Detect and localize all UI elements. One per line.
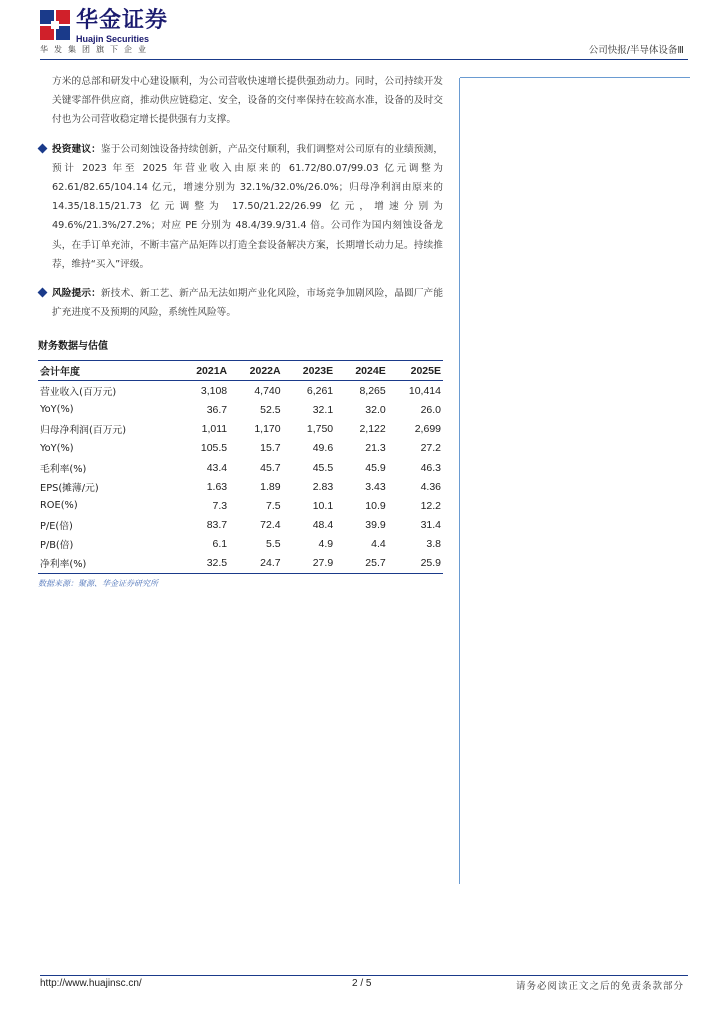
value-cell: 26.0	[420, 403, 441, 416]
value-cell: 1,170	[254, 423, 281, 436]
risk-warning	[38, 284, 443, 322]
value-cell: 45.5	[312, 461, 334, 474]
intro-paragraph: 方米的总部和研发中心建设顺利，为公司营收快速增长提供强劲动力。同时，公司持续开发关键零部件供应商，推动供应链稳定、安全，设备的交付率保持在较高水准，设备的及时交付也为公司营收稳定增长提供强有力支撑。	[52, 76, 443, 126]
header-cell: 2022A	[229, 361, 282, 381]
value-cell: 7.3	[212, 499, 228, 512]
row-label-cell: YoY(%)	[40, 404, 74, 416]
value-cell: 15.7	[260, 442, 281, 455]
value-cell: 2.83	[312, 480, 334, 493]
value-cell: 45.7	[260, 461, 281, 474]
value-cell: 2,699	[414, 423, 441, 436]
company-slogan: 华发集团旗下企业	[40, 45, 152, 54]
value-cell: 1.63	[206, 480, 228, 493]
row-label-cell: EPS(摊薄/元)	[40, 482, 99, 494]
value-cell: 52.5	[260, 403, 281, 416]
value-cell: 27.9	[283, 554, 336, 574]
value-cell: 25.7	[335, 554, 388, 574]
value-cell: 12.2	[420, 499, 441, 512]
value-cell: 1.89	[260, 480, 281, 493]
table-row	[38, 439, 443, 458]
value-cell: 4,740	[254, 384, 281, 397]
value-cell: 3.8	[426, 538, 441, 551]
value-cell: 24.7	[229, 554, 282, 574]
row-label-cell: P/E(倍)	[40, 521, 73, 533]
row-label-cell: ROE(%)	[40, 500, 78, 512]
value-cell: 25.9	[388, 554, 443, 574]
value-cell: 10.9	[365, 499, 386, 512]
value-cell: 72.4	[260, 519, 281, 532]
report-type: 公司快报/半导体设备Ⅲ	[588, 45, 684, 56]
value-cell: 10.1	[312, 499, 334, 512]
value-cell: 1,750	[306, 423, 334, 436]
header-cell: 2021A	[176, 361, 229, 381]
value-cell: 46.3	[420, 461, 441, 474]
value-cell: 32.0	[365, 403, 386, 416]
row-label-cell: 归母净利润(百万元)	[40, 425, 127, 437]
value-cell: 105.5	[200, 442, 228, 455]
risk-text: 新技术、新工艺、新产品无法如期产业化风险，市场竞争加剧风险，晶圆厂产能扩充进度不及预期的风险，系统性风险等。	[52, 288, 444, 319]
value-cell: 49.6	[312, 442, 334, 455]
company-name-en: Huajin Securities	[76, 34, 150, 44]
value-cell: 3,108	[200, 384, 228, 397]
main-content	[38, 72, 443, 322]
value-cell: 21.3	[365, 442, 386, 455]
value-cell: 27.2	[420, 442, 441, 455]
value-cell: 4.36	[420, 480, 441, 493]
header-cell: 会计年度	[38, 361, 176, 381]
value-cell: 4.4	[371, 538, 386, 551]
row-label-cell: P/B(倍)	[40, 540, 74, 552]
page-number: 2 / 5	[352, 978, 372, 989]
financial-table	[38, 360, 443, 574]
sidebar-top-divider	[460, 77, 690, 78]
value-cell: 6,261	[306, 384, 334, 397]
column-divider	[459, 78, 460, 884]
company-name-cn: 华金证券	[76, 8, 169, 33]
table-row	[38, 516, 443, 535]
table-title: 财务数据与估值	[38, 341, 108, 352]
value-cell: 3.43	[365, 480, 386, 493]
footer-divider	[40, 975, 688, 976]
value-cell: 5.5	[265, 538, 281, 551]
website-link[interactable]: http://www.huajinsc.cn/	[40, 978, 142, 989]
value-cell: 1,011	[201, 423, 228, 436]
value-cell: 83.7	[206, 519, 228, 532]
data-source-note: 数据来源：聚源、华金证券研究所	[38, 579, 158, 588]
value-cell: 7.5	[265, 499, 281, 512]
investment-advice	[38, 140, 443, 274]
value-cell: 4.9	[318, 538, 334, 551]
row-label-cell: YoY(%)	[40, 442, 74, 454]
value-cell: 31.4	[420, 519, 441, 532]
value-cell: 39.9	[365, 519, 386, 532]
header-cell: 2023E	[283, 361, 336, 381]
table-row	[38, 400, 443, 419]
value-cell: 2,122	[359, 423, 386, 436]
risk-label: 风险提示：	[52, 288, 101, 300]
value-cell: 10,414	[408, 384, 441, 397]
header-cell: 2025E	[388, 361, 443, 381]
value-cell: 6.1	[212, 538, 228, 551]
disclaimer-note: 请务必阅读正文之后的免责条款部分	[515, 981, 684, 992]
table-row	[38, 477, 443, 496]
value-cell: 36.7	[206, 403, 228, 416]
row-label-cell: 毛利率(%)	[40, 463, 87, 475]
table-row	[38, 554, 443, 574]
row-label-cell: 净利率(%)	[38, 554, 176, 574]
row-label-cell: 营业收入(百万元)	[40, 386, 117, 398]
table-row	[38, 535, 443, 554]
table-row	[38, 496, 443, 515]
table-row	[38, 381, 443, 401]
value-cell: 48.4	[312, 519, 334, 532]
investment-label: 投资建议：	[52, 143, 101, 155]
table-header-row	[38, 361, 443, 381]
value-cell: 32.5	[176, 554, 229, 574]
value-cell: 43.4	[206, 461, 228, 474]
value-cell: 8,265	[359, 384, 386, 397]
diamond-bullet-icon	[38, 143, 48, 153]
table-row	[38, 420, 443, 439]
value-cell: 32.1	[312, 403, 334, 416]
diamond-bullet-icon	[38, 288, 48, 298]
header-divider	[40, 59, 688, 60]
huajin-logo-icon	[40, 10, 70, 40]
table-row	[38, 458, 443, 477]
header-cell: 2024E	[335, 361, 388, 381]
value-cell: 45.9	[365, 461, 386, 474]
investment-text: 鉴于公司刻蚀设备持续创新，产品交付顺利，我们调整对公司原有的业绩预测，预计 2023 年至 2025 年营业收入由原来的 61.72/80.07/99.03 亿元调整为 62.61/82.65/104.14 亿元，增速分别为 32.1%/32.0%/26.0%；归母净利润由原来的 14.35/18.15/21.73 亿元调整为 17.50/21.22/26.99 亿元，增速分别为 49.6%/21.3%/27.2%；对应 PE 分别为 48.4/39.9/31.4 倍。公司作为国内刻蚀设备龙头，在手订单充沛，不断丰富产品矩阵以打造全套设备解决方案，长期增长动力足。持续推荐，维持“买入”评级。	[52, 143, 444, 270]
